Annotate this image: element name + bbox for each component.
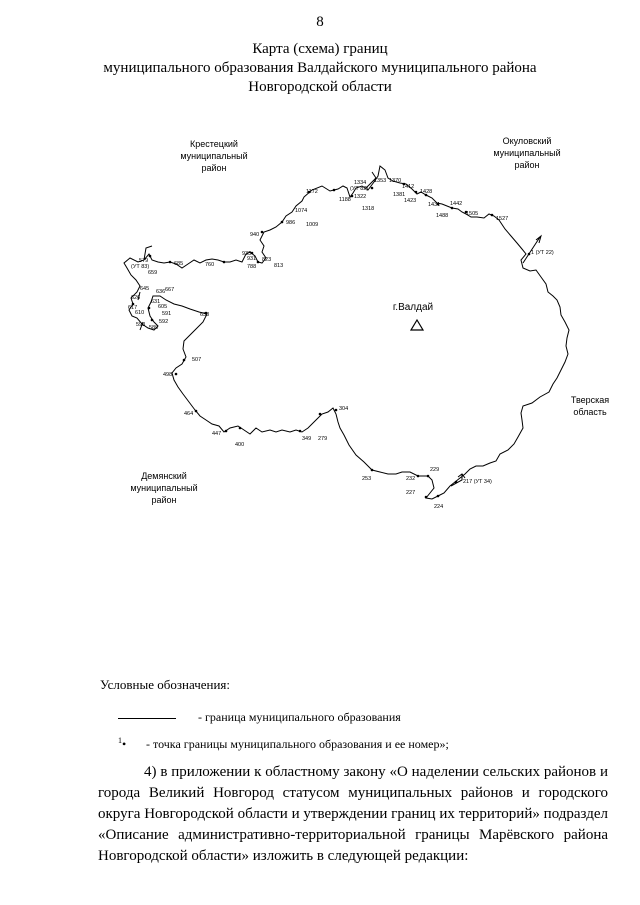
- legend-point-label: - точка границы муниципального образования и ее номер»;: [146, 737, 449, 751]
- point-labels: [128, 178, 554, 510]
- neighbor-krestetsky-line-1: Крестецкий: [190, 139, 238, 149]
- page-number: 8: [316, 14, 324, 30]
- point-label: 788: [247, 264, 257, 270]
- point-label: 610: [135, 310, 145, 316]
- point-label: 1188: [339, 197, 351, 203]
- point-label: 667: [165, 287, 175, 293]
- legend-point-sample: $^1$•: [118, 736, 127, 751]
- point-label: 823: [262, 257, 272, 263]
- point-label: 507: [192, 357, 202, 363]
- title-line-3: Новгородской области: [248, 79, 392, 95]
- neighbor-tver-line-1: Тверская: [570, 395, 610, 405]
- point-label: 605: [158, 304, 168, 310]
- neighbor-krestetsky-line-3: район: [201, 163, 227, 173]
- point-label: 659: [148, 270, 158, 276]
- amendment-paragraph-text: 4) в приложении к областному закону «О наделении сельских районов и города Великий Новгород статусом муниципальных районов и городского округа Новгородской области и утверждении границ их территорий» подраздел «Описание административно-территориальной границы Марёвского района Новгородской области» изложить в следующей редакции:: [98, 764, 608, 864]
- point-label: 1505: [466, 211, 479, 217]
- point-label: 1370: [389, 178, 402, 184]
- point-label: 685: [174, 261, 184, 267]
- point-label: 1442: [450, 201, 463, 207]
- legend-line-sample: [118, 718, 176, 719]
- title-line-2: муниципального образования Валдайского муниципального района: [103, 60, 537, 76]
- point-label: 1488: [436, 213, 449, 219]
- point-label: 1381: [393, 192, 406, 198]
- point-label: 447: [212, 431, 222, 437]
- point-label: 1527: [496, 216, 509, 222]
- point-label: 1 (УТ 22): [531, 250, 554, 256]
- point-label: 1172: [306, 189, 318, 195]
- legend-heading: Условные обозначения:: [100, 677, 231, 692]
- point-label: (УТ 83): [131, 264, 150, 270]
- city-triangle-icon: [411, 320, 423, 330]
- legend-boundary-row: [118, 710, 401, 725]
- point-label: 224: [434, 504, 444, 510]
- legend-point-number: 1: [118, 736, 122, 745]
- point-label: 1322: [354, 194, 367, 200]
- point-label: 579: [139, 258, 149, 264]
- point-label: 636: [156, 289, 166, 295]
- neighbor-tver: [571, 395, 609, 417]
- point-label: 986: [286, 220, 296, 226]
- point-label: 638: [200, 312, 210, 318]
- point-label: 1412: [402, 184, 415, 190]
- neighbor-tver-line-2: область: [573, 407, 607, 417]
- point-label: 229: [430, 467, 440, 473]
- point-label: 1353: [374, 178, 387, 184]
- neighbor-okulovsky: [493, 136, 560, 170]
- amendment-paragraph: [98, 762, 608, 867]
- point-label: 591: [162, 311, 172, 317]
- point-label: 1334: [354, 180, 367, 186]
- point-label: (УТ 82): [350, 186, 369, 192]
- point-label: 1074: [295, 208, 308, 214]
- neighbor-demyansky: [130, 471, 197, 505]
- point-label: 1423: [404, 198, 417, 204]
- point-label: 933: [242, 251, 252, 257]
- point-label: 253: [362, 476, 372, 482]
- neighbor-demyansky-line-2: муниципальный: [130, 483, 198, 493]
- point-label: 1009: [306, 222, 319, 228]
- point-label: 940: [250, 232, 260, 238]
- neighbor-krestetsky-line-2: муниципальный: [180, 151, 248, 161]
- point-label: 931: [247, 256, 257, 262]
- point-label: 1431: [428, 202, 441, 208]
- point-label: 217 (УТ 34): [463, 479, 492, 485]
- neighbor-demyansky-line-3: район: [151, 495, 177, 505]
- point-label: 464: [184, 411, 194, 417]
- point-label: 232: [406, 476, 416, 482]
- legend-point-row: [118, 736, 449, 752]
- point-label: 813: [274, 263, 284, 269]
- neighbor-okulovsky-line-3: район: [514, 160, 540, 170]
- point-label: 1428: [420, 189, 433, 195]
- point-label: 279: [318, 436, 328, 442]
- neighbor-okulovsky-line-1: Окуловский: [502, 136, 552, 146]
- point-label: 400: [235, 442, 245, 448]
- point-label: 760: [205, 262, 215, 268]
- point-label: 617: [128, 305, 138, 311]
- city-label: г.Валдай: [392, 302, 434, 313]
- point-label: 626: [131, 295, 141, 301]
- point-label: 598: [136, 322, 146, 328]
- point-label: 645: [140, 286, 150, 292]
- point-label: 1318: [362, 206, 375, 212]
- point-label: 227: [406, 490, 416, 496]
- neighbor-okulovsky-line-2: муниципальный: [493, 148, 561, 158]
- boundary-point-markers: [132, 183, 531, 499]
- point-label: 589: [149, 325, 159, 331]
- title-line-1: Карта (схема) границ: [252, 41, 388, 57]
- neighbor-demyansky-line-1: Демянский: [141, 471, 187, 481]
- point-label: 592: [159, 319, 169, 325]
- point-label: 631: [151, 299, 161, 305]
- legend-boundary-label: - граница муниципального образования: [198, 710, 401, 724]
- point-label: 304: [339, 406, 349, 412]
- neighbor-krestetsky: [180, 139, 247, 173]
- point-label: 498: [163, 372, 173, 378]
- point-label: 349: [302, 436, 312, 442]
